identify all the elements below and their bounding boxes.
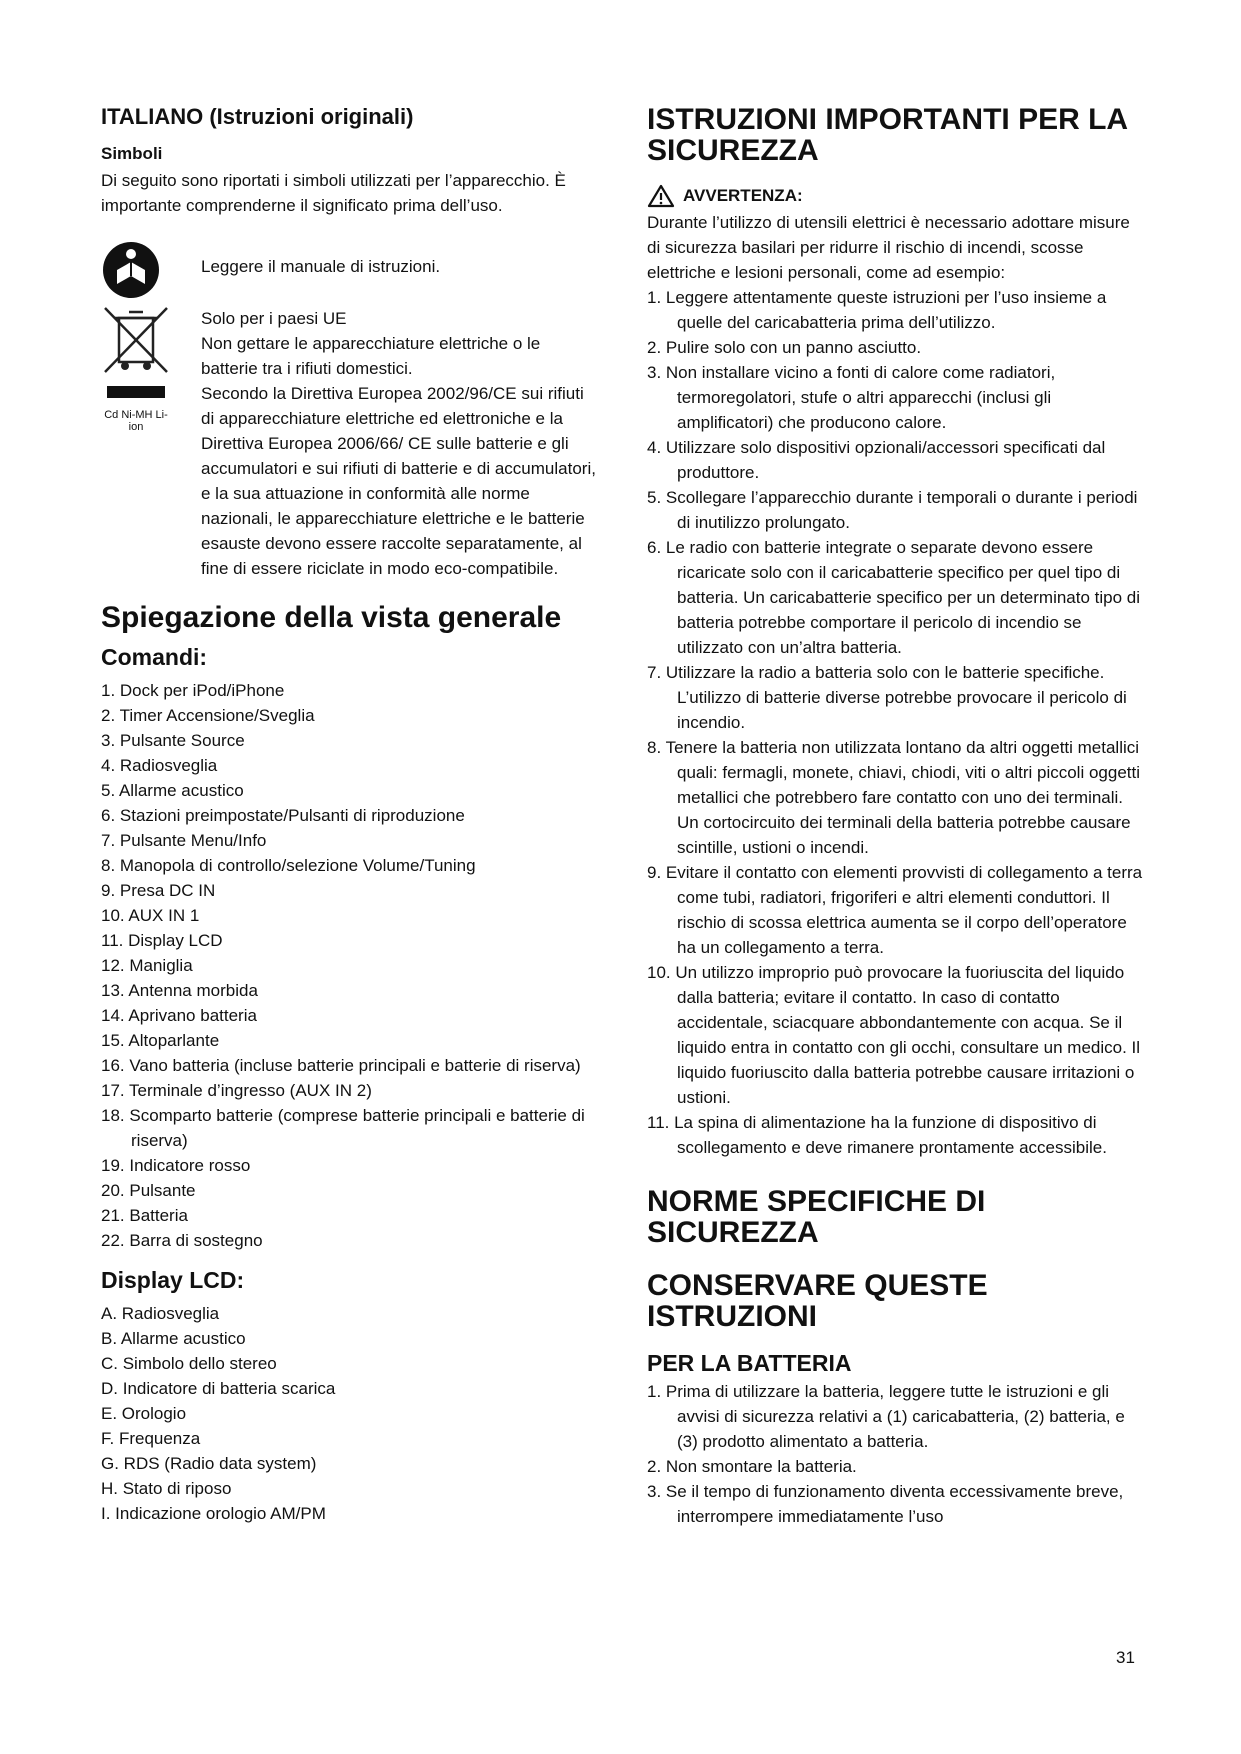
lcd-list — [101, 1301, 601, 1526]
list-item: 21. Batteria — [101, 1205, 188, 1225]
warning-intro: Durante l’utilizzo di utensili elettrici è necessario adottare misure di sicurezza basilari per ridurre il rischio di incendi, scosse elettriche e lesioni personali, come ad esempio: — [647, 213, 1130, 282]
list-item: 2. Pulire solo con un panno asciutto. — [647, 338, 922, 357]
list-item: 5. Allarme acustico — [101, 780, 244, 800]
list-item: 2. Non smontare la batteria. — [647, 1457, 857, 1476]
list-item: 3. Se il tempo di funzionamento diventa eccessivamente breve, interrompere immediatamente l’uso — [647, 1482, 1124, 1526]
safety-heading: ISTRUZIONI IMPORTANTI PER LA SICUREZZA — [647, 103, 1127, 167]
list-item: 8. Tenere la batteria non utilizzata lontano da altri oggetti metallici quali: fermagli, monete, chiavi, chiodi, viti o altri piccoli oggetti metallici che potrebbero fare contatto con uno dei terminali. Un cortocircuito dei terminali della batteria potrebbe causare scintille, ustioni o incendi. — [647, 738, 1140, 857]
list-item: 7. Utilizzare la radio a batteria solo con le batterie specifiche. L’utilizzo di batterie diverse potrebbe provocare il pericolo di incendio. — [647, 663, 1127, 732]
list-item: 17. Terminale d’ingresso (AUX IN 2) — [101, 1080, 372, 1100]
language-title: ITALIANO (Istruzioni originali) — [101, 104, 414, 129]
list-item: 20. Pulsante — [101, 1180, 196, 1200]
list-item: 1. Leggere attentamente queste istruzioni per l’uso insieme a quelle del caricabatteria prima dell’utilizzo. — [647, 288, 1107, 332]
list-item: 4. Utilizzare solo dispositivi opzionali/accessori specificati dal produttore. — [647, 438, 1106, 482]
eu-symbols — [101, 306, 201, 433]
list-item: 8. Manopola di controllo/selezione Volume/Tuning — [101, 855, 476, 875]
right-column — [647, 104, 1147, 1529]
read-manual-icon — [101, 240, 201, 305]
list-item: 10. Un utilizzo improprio può provocare la fuoriuscita del liquido dalla batteria; evitare il contatto. In caso di contatto accidentale, sciacquare abbondantemente con acqua. Se il liquido entra in contatto con gli occhi, consultare un medico. Il liquido fuoriuscito dalla batteria potrebbe causare irritazioni o ustioni. — [647, 963, 1141, 1107]
warning-text: AVVERTENZA: — [683, 186, 803, 205]
eu-text-line: Non gettare le apparecchiature elettriche o le batterie tra i rifiuti domestici. — [201, 334, 541, 379]
list-item: 14. Aprivano batteria — [101, 1005, 257, 1025]
symbol-row-eu — [101, 306, 601, 581]
list-item: 10. AUX IN 1 — [101, 905, 200, 925]
eu-text — [201, 306, 601, 581]
list-item: 12. Maniglia — [101, 955, 193, 975]
battery-heading: PER LA BATTERIA — [647, 1350, 852, 1376]
list-item: 22. Barra di sostegno — [101, 1230, 263, 1250]
list-item: B. Allarme acustico — [101, 1328, 246, 1348]
list-item: 6. Le radio con batterie integrate o separate devono essere ricaricate solo con il caricabatterie specifico per quel tipo di batteria. Un caricabatterie specifico per un determinato tipo di batteria potrebbe comportare il pericolo di incendio se utilizzato con un’altra batteria. — [647, 538, 1141, 657]
list-item: 4. Radiosveglia — [101, 755, 218, 775]
list-item: 7. Pulsante Menu/Info — [101, 830, 267, 850]
warning-triangle-icon — [647, 184, 675, 208]
battery-list — [647, 1379, 1147, 1529]
read-manual-text: Leggere il manuale di istruzioni. — [201, 257, 441, 277]
list-item: 3. Pulsante Source — [101, 730, 245, 750]
list-item: F. Frequenza — [101, 1428, 201, 1448]
list-item: 11. Display LCD — [101, 930, 223, 950]
list-item: 3. Non installare vicino a fonti di calore come radiatori, termoregolatori, stufe o altri apparecchi (inclusi gli amplificatori) che producono calore. — [647, 363, 1056, 432]
list-item: 5. Scollegare l’apparecchio durante i temporali o durante i periodi di inutilizzo prolungato. — [647, 488, 1138, 532]
overview-heading: Spiegazione della vista generale — [101, 601, 562, 635]
page-number: 31 — [1116, 1648, 1135, 1667]
list-item: 11. La spina di alimentazione ha la funzione di dispositivo di scollegamento e deve rimanere prontamente accessibile. — [647, 1113, 1107, 1157]
controls-heading: Comandi: — [101, 644, 208, 671]
left-column — [101, 104, 601, 1526]
list-item: C. Simbolo dello stereo — [101, 1353, 277, 1373]
list-item: 15. Altoparlante — [101, 1030, 220, 1050]
list-item: G. RDS (Radio data system) — [101, 1453, 317, 1473]
list-item: 6. Stazioni preimpostate/Pulsanti di riproduzione — [101, 805, 465, 825]
safety-list — [647, 285, 1147, 1160]
list-item: 2. Timer Accensione/Sveglia — [101, 705, 315, 725]
list-item: 1. Prima di utilizzare la batteria, leggere tutte le istruzioni e gli avvisi di sicurezza relativi a (1) caricabatteria, (2) batteria, e (3) prodotto alimentato a batteria. — [647, 1382, 1125, 1451]
symbols-intro: Di seguito sono riportati i simboli utilizzati per l’apparecchio. È importante comprenderne il significato prima dell’uso. — [101, 171, 566, 216]
eu-text-line: Secondo la Direttiva Europea 2002/96/CE sui rifiuti di apparecchiature elettriche ed elettroniche e la Direttiva Europea 2006/66/ CE sulle batterie e gli accumulatori e sui rifiuti di batterie e di accumulatori, e la sua attuazione in conformità alle norme nazionali, le apparecchiature elettriche e le batterie esauste devono essere raccolte separatamente, al fine di essere riciclate in modo eco-compatibile. — [201, 384, 596, 579]
list-item: E. Orologio — [101, 1403, 187, 1423]
symbols-heading: Simboli — [101, 144, 163, 164]
list-item: D. Indicatore di batteria scarica — [101, 1378, 336, 1398]
eu-text-line: Solo per i paesi UE — [201, 309, 347, 329]
specific-safety-heading: NORME SPECIFICHE DI SICUREZZA — [647, 1185, 986, 1249]
list-item: 13. Antenna morbida — [101, 980, 258, 1000]
list-item: 18. Scomparto batterie (comprese batterie principali e batterie di riserva) — [101, 1105, 585, 1150]
list-item: 1. Dock per iPod/iPhone — [101, 680, 285, 700]
symbols-section — [101, 240, 601, 581]
keep-instructions-heading: CONSERVARE QUESTE ISTRUZIONI — [647, 1269, 988, 1333]
list-item: H. Stato di riposo — [101, 1478, 232, 1498]
list-item: 9. Evitare il contatto con elementi provvisti di collegamento a terra come tubi, radiatori, frigoriferi e altri elementi conduttori. Il rischio di scossa elettrica aumenta se il corpo dell’operatore ha un collegamento a terra. — [647, 863, 1143, 957]
controls-list — [101, 678, 601, 1253]
battery-chem-label: Cd Ni-MH Li-ion — [104, 409, 168, 434]
list-item: 16. Vano batteria (incluse batterie principali e batterie di riserva) — [101, 1055, 581, 1075]
symbol-row-manual — [101, 240, 601, 306]
lcd-heading: Display LCD: — [101, 1266, 245, 1293]
list-item: I. Indicazione orologio AM/PM — [101, 1503, 326, 1523]
list-item: 19. Indicatore rosso — [101, 1155, 251, 1175]
warning-label — [647, 184, 1147, 208]
list-item: A. Radiosveglia — [101, 1303, 220, 1323]
list-item: 9. Presa DC IN — [101, 880, 216, 900]
